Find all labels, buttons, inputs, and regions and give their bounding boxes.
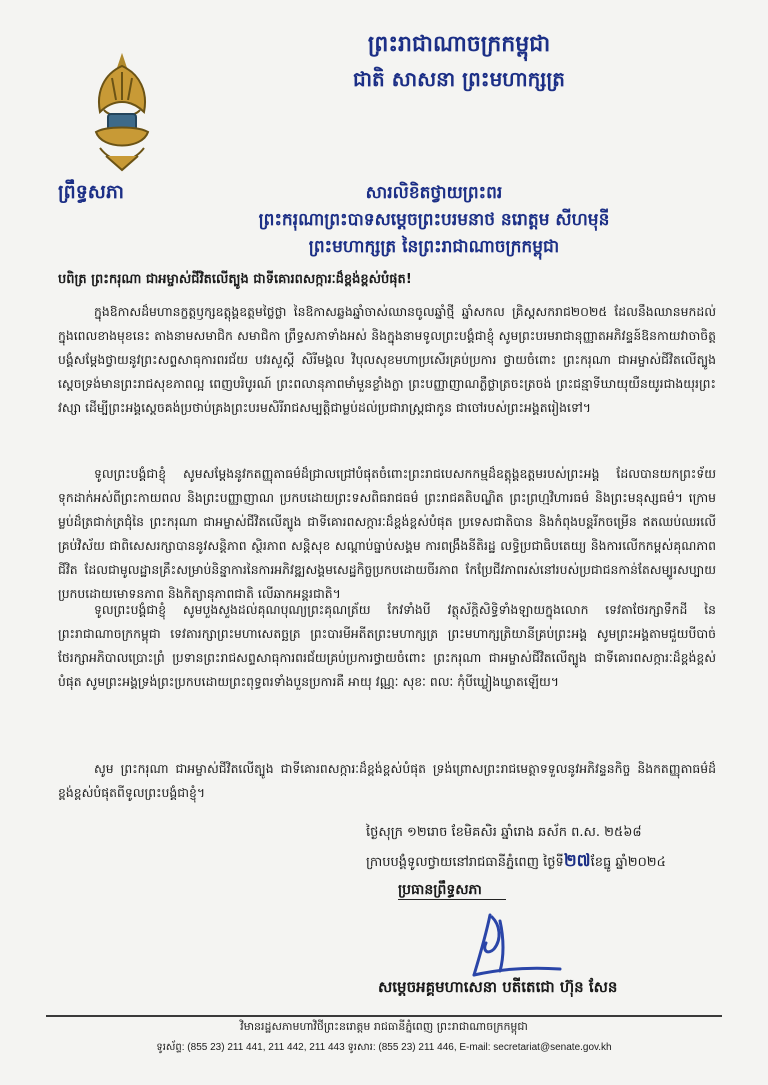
- footer-divider: [46, 1015, 722, 1017]
- signature-image: [430, 905, 570, 985]
- lunar-date: ថ្ងៃសុក្រ ១២រោច ខែមិគសិរ ឆ្នាំរោង ឆស័ក ព.ស. ២៥៦៨: [366, 825, 642, 840]
- paragraph-1: ក្នុងឱកាសដ៏មហានក្ខត្តឫក្សឧត្តុង្គឧត្តមថ្លៃថ្លា នៃឱកាសឆ្លងឆ្នាំចាស់ឈានចូលឆ្នាំថ្មី ឆ្នាំសកល គ្រិស្តសករាជ២០២៥ ដែលនឹងឈានមកដល់ក្នុងពេលខាងមុខនេះ តាងនាមសមាជិក សមាជិកា ព្រឹទ្ធសភាទាំងអស់ និងក្នុងនាមទូលព្រះបង្គំជាខ្ញុំ សូមព្រះបរមរាជានុញ្ញាតអភិវន្ទន៍ឱនកាយវាចាចិត្ត បង្គំសម្តែងថ្វាយនូវព្រះសព្ទសាធុការពរជ័យ បវរសួស្តី សិរីមង្គល វិបុលសុខមហាប្រសើរគ្រប់ប្រការ ថ្វាយចំពោះ ព្រះករុណា ជាអម្ចាស់ជីវិតលើត្បូង ស្តេចទ្រង់មានព្រះរាជសុខភាពល្អ ពេញបរិបូរណ៍ ព្រះពលានុភាពមាំមួនខ្លាំងក្លា ព្រះបញ្ញាញាណភ្លឺថ្លាត្រចះត្រចង់ ព្រះជន្មាទីឃាយុយឺនយូរជាងយុរព្រះវស្សា ដើម្បីព្រះអង្គស្តេចគង់ប្រថាប់គ្រងព្រះបរមសិរីរាជសម្បត្តិជាម្លប់ដល់ប្រជារាស្ត្រជាកូន ជាចៅរបស់ព្រះអង្គតរៀងទៅ។: [58, 304, 716, 415]
- signatory-position: ប្រធានព្រឹទ្ធសភា: [398, 882, 482, 898]
- solar-date-suffix: ខែធ្នូ ឆ្នាំ២០២៤: [590, 855, 666, 870]
- solar-date-day: ២៧: [563, 851, 591, 871]
- letter-title: សារលិខិតថ្វាយព្រះពរ: [365, 183, 503, 203]
- footer-address: វិមានរដ្ឋសភាមហាវិថីព្រះនរោត្តម រាជធានីភ្នំពេញ ព្រះរាជាណាចក្រកម្ពុជា: [240, 1020, 528, 1033]
- solar-date-prefix: ក្រាបបង្គំទូលថ្វាយនៅរាជធានីភ្នំពេញ ថ្ងៃទី: [366, 855, 564, 870]
- letter-recipient-title: ព្រះមហាក្សត្រ នៃព្រះរាជាណាចក្រកម្ពុជា: [308, 237, 560, 257]
- paragraph-2: ទូលព្រះបង្គំជាខ្ញុំ សូមសម្តែងនូវកតញ្ញុតាធម៌ដ៏ជ្រាលជ្រៅបំផុតចំពោះព្រះរាជបេសកកម្មដ៏ឧត្តុង្គឧត្តមរបស់ព្រះអង្គ ដែលបានយកព្រះទ័យទុកដាក់អស់ពីព្រះកាយពល និងព្រះបញ្ញាញាណ ប្រកបដោយព្រះទសពិធរាជធម៌ ព្រះរាជគតិបណ្ឌិត ព្រះព្រហ្មវិហារធម៌ និងព្រះមនុស្សធម៌។ ក្រោមម្លប់ដ៏ត្រជាក់ត្រជុំនៃ ព្រះករុណា ជាអម្ចាស់ជីវិតលើត្បូង ជាទីគោរពសក្ការៈដ៏ខ្ពង់ខ្ពស់បំផុត ប្រទេសជាតិបាន និងកំពុងបន្តរីកចម្រើន ឥតឈប់ឈរលើគ្រប់វិស័យ ជាពិសេសរក្សាបាននូវសន្តិភាព ស្ថិរភាព សន្តិសុខ សណ្តាប់ធ្នាប់សង្គម ការពង្រឹងនីតិរដ្ឋ លទ្ធិប្រជាធិបតេយ្យ និងការលើកកម្ពស់គុណភាពជីវិត ដែលជាមូលដ្ឋានគ្រឹះសម្រាប់និន្នាការនៃការអភិវឌ្ឍសង្គមសេដ្ឋកិច្ចប្រកបដោយចីរភាព កែប្រែជីវភាពរស់នៅរបស់ប្រជាជនកាន់តែសម្បូរសប្បាយ ប្រកបដោយមោទនភាព និងកិត្យានុភាពជាតិ លើឆាកអន្តរជាតិ។: [58, 466, 716, 601]
- solar-date: [366, 850, 666, 875]
- greeting: បពិត្រ ព្រះករុណា ជាអម្ចាស់ជីវិតលើត្បូង ជាទីគោរពសក្ការៈដ៏ខ្ពង់ខ្ពស់បំផុត!: [58, 272, 412, 287]
- signatory-underline: [398, 899, 506, 900]
- letter-recipient: ព្រះករុណាព្រះបាទសម្តេចព្រះបរមនាថ នរោត្តម សីហមុនី: [258, 210, 610, 230]
- paragraph-4: សូម ព្រះករុណា ជាអម្ចាស់ជីវិតលើត្បូង ជាទីគោរពសក្ការៈដ៏ខ្ពង់ខ្ពស់បំផុត ទ្រង់ព្រោសព្រះរាជមេត្តាទទួលនូវអភិវន្ទនកិច្ច និងកតញ្ញុតាធម៌ដ៏ខ្ពង់ខ្ពស់បំផុតពីទូលព្រះបង្គំជាខ្ញុំ។: [58, 761, 716, 800]
- paragraph-3: ទូលព្រះបង្គំជាខ្ញុំ សូមបួងសួងដល់គុណបុណ្យព្រះគុណត្រ័យ កែវទាំងបី វត្ថុស័ក្តិសិទ្ធិទាំងឡាយក្នុងលោក ទេវតាថែរក្សាទឹកដី នៃព្រះរាជាណាចក្រកម្ពុជា ទេវតារក្សាព្រះមហាសេតច្ឆត្រ ព្រះបារមីអតីតព្រះមហាក្សត្រ ព្រះមហាក្សត្រិយានីគ្រប់ព្រះអង្គ សូមព្រះអង្គតាមជួយបីបាច់ថែរក្សាអភិបាលប្រោះព្រំ ប្រទានព្រះរាជសព្ទសាធុការពរជ័យគ្រប់ប្រការថ្វាយចំពោះ ព្រះករុណា ជាអម្ចាស់ជីវិតលើត្បូង ជាទីគោរពសក្ការៈដ៏ខ្ពង់ខ្ពស់បំផុត សូមព្រះអង្គទ្រង់ព្រះប្រកបដោយព្រះពុទ្ធពរទាំងបួនប្រការគឺ អាយុ វណ្ណៈ សុខៈ ពលៈ កុំបីឃ្លៀងឃ្លាតឡើយ។: [58, 602, 716, 689]
- national-motto: ជាតិ សាសនា ព្រះមហាក្សត្រ: [353, 67, 565, 91]
- signatory-name: សម្តេចអគ្គមហាសេនា បតីតេជោ ហ៊ុន សែន: [378, 978, 618, 996]
- footer-contact: ទូរស័ព្ទ: (855 23) 211 441, 211 442, 211 443 ទូរសារ: (855 23) 211 446, E-mail: secretariat@senate.gov.kh: [156, 1042, 612, 1053]
- institution-name: ព្រឹទ្ធសភា: [58, 181, 124, 203]
- kingdom-heading: ព្រះរាជាណាចក្រកម្ពុជា: [367, 32, 551, 57]
